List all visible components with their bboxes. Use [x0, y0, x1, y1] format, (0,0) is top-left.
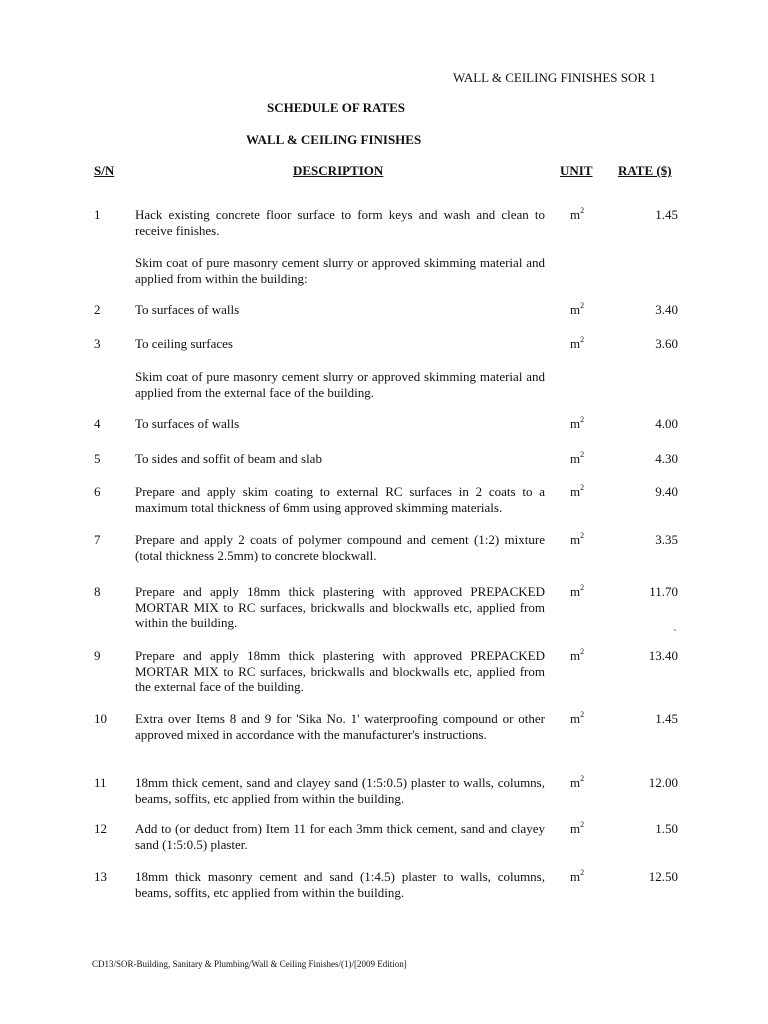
row-unit: $m^2$: [570, 583, 585, 599]
row-rate: 1.45: [655, 711, 678, 726]
row-rate: 4.00: [655, 416, 678, 431]
row-sn: 11: [94, 775, 107, 790]
row-rate: 12.00: [648, 775, 678, 790]
row-unit: $m^2$: [570, 868, 585, 884]
row-description: Prepare and apply 18mm thick plastering with approved PREPACKED MORTAR MIX to RC surfaces, brickwalls and blockwalls etc, applied from within the building.: [135, 584, 545, 630]
row-unit: $m^2$: [570, 335, 585, 351]
row-sn: 10: [94, 711, 107, 726]
row-sn: 12: [94, 821, 107, 836]
row-description: To surfaces of walls: [135, 416, 240, 431]
row-description: Skim coat of pure masonry cement slurry or approved skimming material and applied from within the building:: [135, 255, 545, 286]
row-description: Prepare and apply skim coating to external RC surfaces in 2 coats to a maximum total thickness of 6mm using approved skimming materials.: [135, 484, 545, 515]
stray-mark: `: [673, 628, 677, 640]
row-unit: $m^2$: [570, 450, 585, 466]
row-unit: $m^2$: [570, 820, 585, 836]
row-unit: $m^2$: [570, 531, 585, 547]
row-description: Extra over Items 8 and 9 for 'Sika No. 1' waterproofing compound or other approved mixed in accordance with the manufacturer's instructions.: [135, 711, 545, 742]
row-sn: 4: [94, 416, 101, 431]
row-description: To sides and soffit of beam and slab: [135, 451, 322, 466]
row-description: To ceiling surfaces: [135, 336, 233, 351]
row-sn: 1: [94, 207, 101, 222]
row-unit: $m^2$: [570, 774, 585, 790]
row-rate: 3.60: [655, 336, 678, 351]
row-description: 18mm thick masonry cement and sand (1:4.5) plaster to walls, columns, beams, soffits, etc applied from within the building.: [135, 869, 545, 900]
row-sn: 3: [94, 336, 101, 351]
row-rate: 3.35: [655, 532, 678, 547]
row-unit: $m^2$: [570, 301, 585, 317]
row-description: Add to (or deduct from) Item 11 for each 3mm thick cement, sand and clayey sand (1:5:0.5) plaster.: [135, 821, 545, 852]
row-unit: $m^2$: [570, 206, 585, 222]
column-header-description: DESCRIPTION: [293, 163, 384, 178]
row-rate: 11.70: [649, 584, 678, 599]
page-title: SCHEDULE OF RATES: [267, 100, 405, 115]
row-sn: 6: [94, 484, 101, 499]
row-unit: $m^2$: [570, 415, 585, 431]
row-rate: 4.30: [655, 451, 678, 466]
page-reference: WALL & CEILING FINISHES SOR 1: [453, 70, 656, 85]
row-sn: 9: [94, 648, 101, 663]
row-rate: 3.40: [655, 302, 678, 317]
column-header-rate: RATE ($): [618, 163, 672, 178]
page-footer: CD13/SOR-Building, Sanitary & Plumbing/Wall & Ceiling Finishes/(1)/[2009 Edition]: [92, 959, 407, 969]
row-sn: 7: [94, 532, 101, 547]
row-sn: 2: [94, 302, 101, 317]
row-unit: $m^2$: [570, 483, 585, 499]
page-subtitle: WALL & CEILING FINISHES: [246, 132, 422, 147]
row-description: To surfaces of walls: [135, 302, 240, 317]
row-description: Skim coat of pure masonry cement slurry or approved skimming material and applied from the external face of the building.: [135, 369, 545, 400]
row-description: Prepare and apply 2 coats of polymer compound and cement (1:2) mixture (total thickness 2.5mm) to concrete blockwall.: [135, 532, 545, 563]
row-rate: 12.50: [648, 869, 678, 884]
row-sn: 13: [94, 869, 107, 884]
column-header-unit: UNIT: [560, 163, 593, 178]
row-sn: 8: [94, 584, 101, 599]
row-rate: 9.40: [655, 484, 678, 499]
row-rate: 1.50: [655, 821, 678, 836]
row-rate: 1.45: [655, 207, 678, 222]
column-header-sn: S/N: [94, 163, 115, 178]
row-unit: $m^2$: [570, 647, 585, 663]
row-unit: $m^2$: [570, 710, 585, 726]
row-description: Prepare and apply 18mm thick plastering with approved PREPACKED MORTAR MIX to RC surfaces, brickwalls and blockwalls etc, applied from the external face of the building.: [135, 648, 545, 694]
row-description: Hack existing concrete floor surface to form keys and wash and clean to receive finishes.: [135, 207, 545, 238]
row-rate: 13.40: [648, 648, 678, 663]
row-sn: 5: [94, 451, 101, 466]
row-description: 18mm thick cement, sand and clayey sand (1:5:0.5) plaster to walls, columns, beams, soffits, etc applied from within the building.: [135, 775, 545, 806]
